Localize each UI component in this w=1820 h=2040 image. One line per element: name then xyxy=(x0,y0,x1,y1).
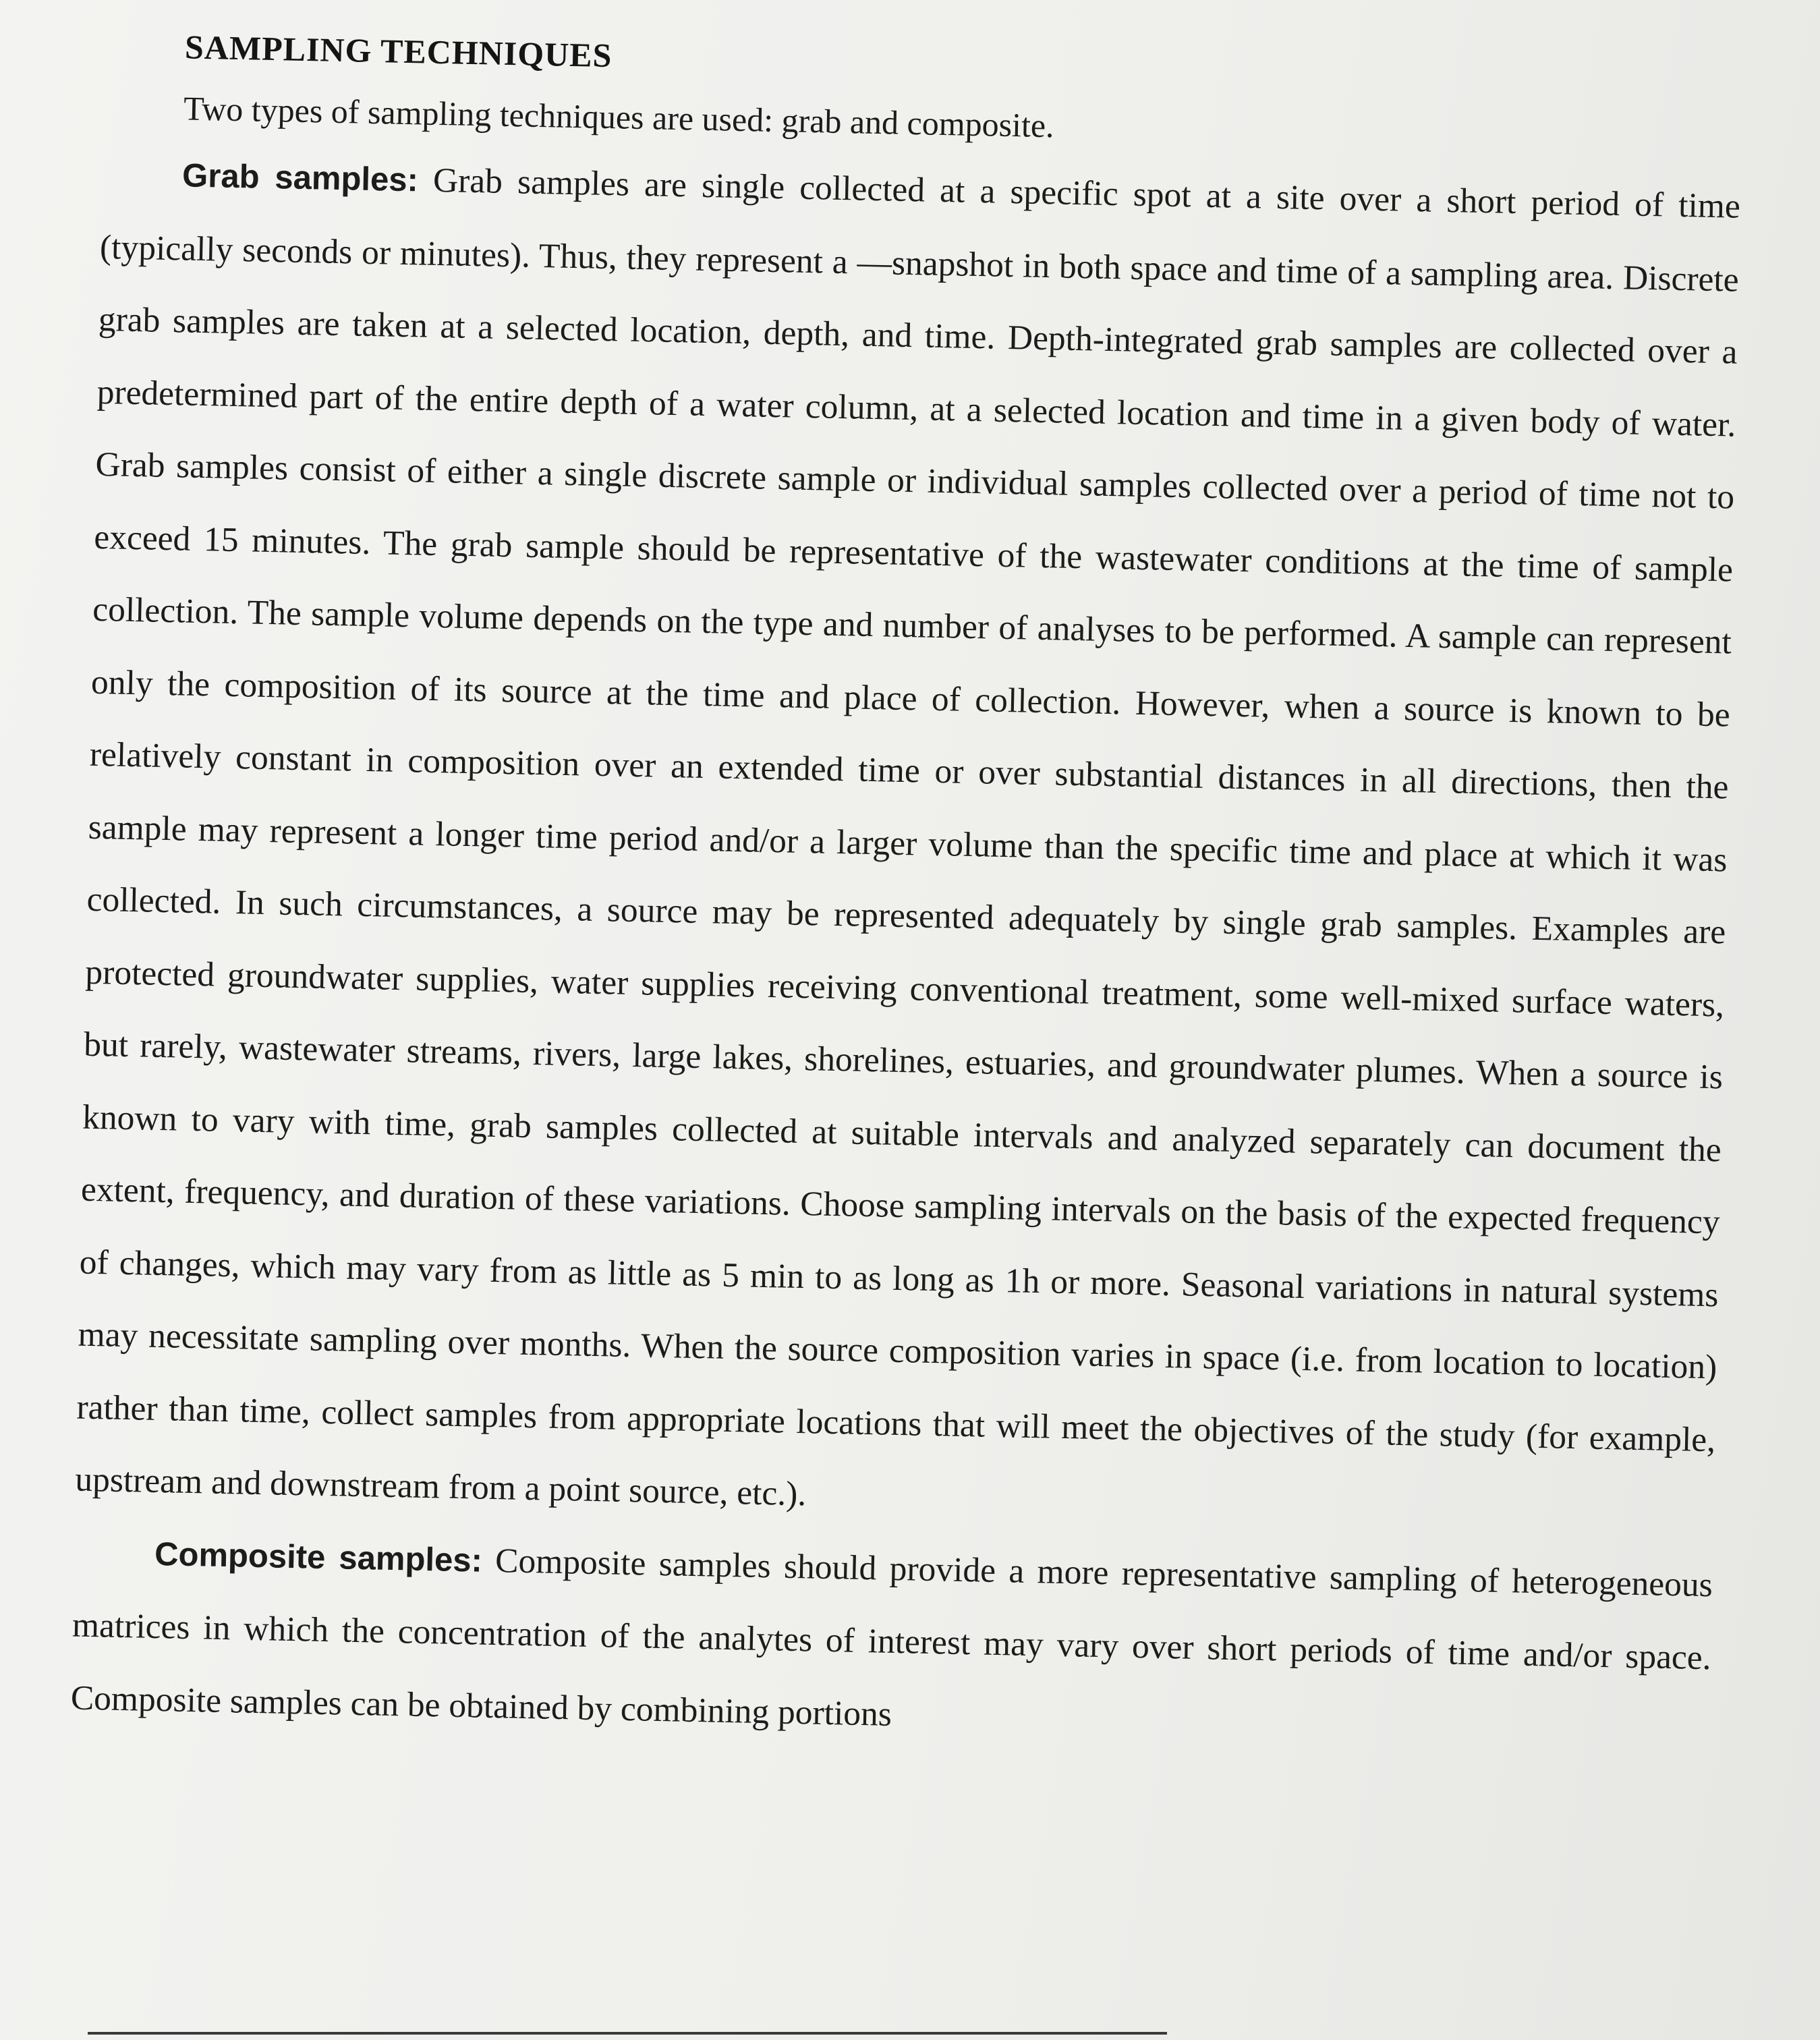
intro-sentence: Two types of sampling techniques are used: grab and composite. xyxy=(183,89,1055,145)
document-body xyxy=(70,15,1744,1767)
grab-samples-paragraph xyxy=(74,138,1741,1549)
grab-samples-lead: Grab samples: xyxy=(181,157,419,199)
page-edge-rule xyxy=(88,2032,1167,2035)
grab-samples-text: Grab samples are single collected at a specific spot at a site over a short period of time (typically seconds or minutes). Thus, they represent a —snapshot in both space and time of a sampling area. Discrete grab samples are taken at a selected location, depth, and time. Depth-integrated grab samples are collected over a predetermined part of the entire depth of a water column, at a selected location and time in a given body of water. Grab samples consist of either a single discrete sample or individual samples collected over a period of time not to exceed 15 minutes. The grab sample should be representative of the wastewater conditions at the time of sample collection. The sample volume depends on the type and number of analyses to be performed. A sample can represent only the composition of its source at the time and place of collection. However, when a source is known to be relatively constant in composition over an extended time or over substantial distances in all directions, then the sample may represent a longer time period and/or a larger volume than the specific time and place at which it was collected. In such circumstances, a source may be represented adequately by single grab samples. Examples are protected groundwater supplies, water supplies receiving conventional treatment, some well-mixed surface waters, but rarely, wastewater streams, rivers, large lakes, shorelines, estuaries, and groundwater plumes. When a source is known to vary with time, grab samples collected at suitable intervals and analyzed separately can document the extent, frequency, and duration of these variations. Choose sampling intervals on the basis of the expected frequency of changes, which may vary from as little as 5 min to as long as 1h or more. Seasonal variations in natural systems may necessitate sampling over months. When the source composition varies in space (i.e. from location to location) rather than time, collect samples from appropriate locations that will meet the objectives of the study (for example, upstream and downstream from a point source, etc.). xyxy=(74,161,1741,1514)
composite-samples-lead: Composite samples: xyxy=(154,1535,483,1579)
composite-samples-paragraph xyxy=(70,1516,1713,1767)
section-heading: SAMPLING TECHNIQUES xyxy=(184,28,613,75)
composite-samples-text: Composite samples should provide a more representative sampling of heterogeneous matrices in which the concentration of the analytes of interest may vary over short periods of time and/or space. Composite samples can be obtained by combining portions xyxy=(70,1541,1713,1734)
